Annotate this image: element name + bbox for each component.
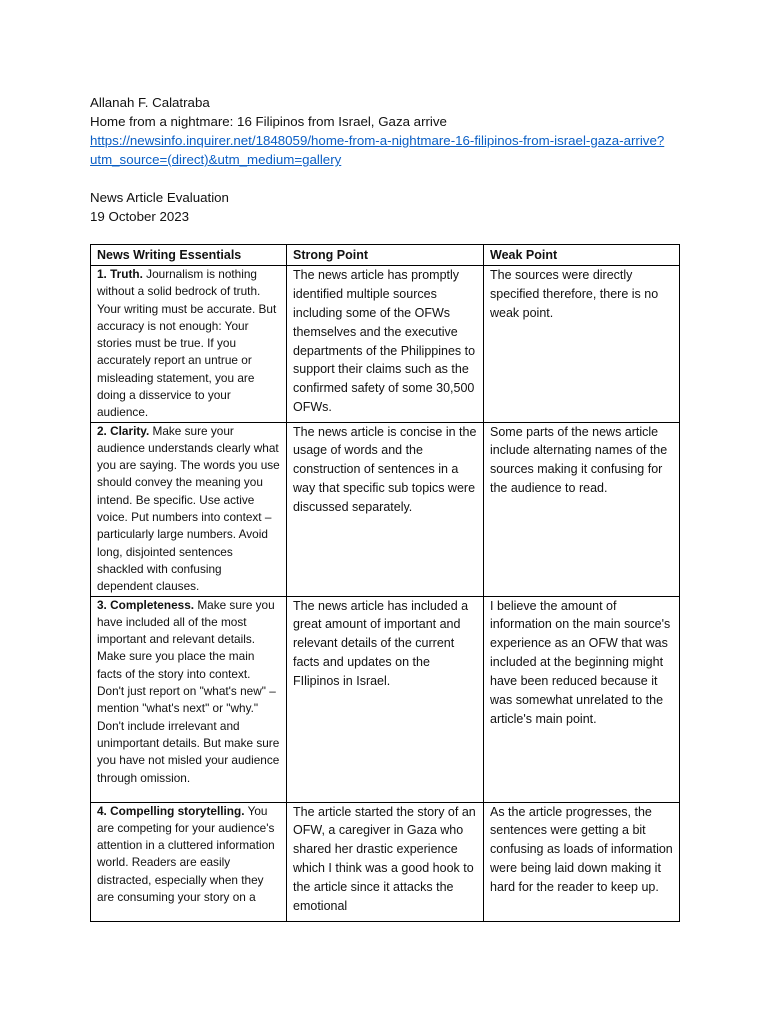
essential-cell <box>91 596 287 802</box>
essential-body: Journalism is nothing without a solid bedrock of truth. Your writing must be accurate. But accuracy is not enough: Your stories must be true. If you accurately report an untrue or misleading statement, you are doing a disservice to your audience. <box>97 266 277 420</box>
strong-point-cell: The news article has promptly identified multiple sources including some of the OFWs themselves and the executive departments of the Philippines to support their claims such as the confirmed safety of some 30,500 OFWs. <box>287 265 484 422</box>
table-row <box>91 422 680 596</box>
essential-cell <box>91 802 287 921</box>
essential-body: Make sure your audience understands clearly what you are saying. The words you use should convey the meaning you intend. Be specific. Use active voice. Put numbers into context – particularly large numbers. Avoid long, disjointed sentences shackled with confusing dependent clauses. <box>97 423 280 594</box>
strong-point-cell <box>287 802 484 921</box>
essential-cell <box>91 265 287 422</box>
strong-point-cell: The news article has included a great amount of important and relevant details of the current facts and updates on the FIlipinos in Israel. <box>287 596 484 802</box>
table-row <box>91 596 680 802</box>
column-header: Strong Point <box>287 245 484 266</box>
column-header: News Writing Essentials <box>91 245 287 266</box>
article-link[interactable]: https://newsinfo.inquirer.net/1848059/home-from-a-nightmare-16-filipinos-from-israel-gaza-arrive?utm_source=(direct)&utm_medium=gallery <box>90 133 665 167</box>
document-title: News Article Evaluation <box>90 190 229 205</box>
weak-point-cell: Some parts of the news article include alternating names of the sources making it confusing for the audience to read. <box>484 422 680 596</box>
essential-cell <box>91 422 287 596</box>
cell-clip <box>97 803 280 907</box>
essential-body: Make sure you have included all of the most important and relevant details. Make sure you place the main facts of the story into context. Don't just report on "what's new" – mention "what's next" or "why." Don't include irrelevant and unimportant details. But make sure you have not misled your audience through omission. <box>97 597 280 785</box>
weak-point-cell: The sources were directly specified therefore, there is no weak point. <box>484 265 680 422</box>
cell-clip: The article started the story of an OFW, a caregiver in Gaza who shared her drastic experience which I think was a good hook to the article since it attacks the emotional <box>293 804 476 914</box>
essential-title: 1. Truth. <box>97 266 143 281</box>
article-headline: Home from a nightmare: 16 Filipinos from Israel, Gaza arrive <box>90 114 447 129</box>
author-name: Allanah F. Calatraba <box>90 95 210 110</box>
table-row <box>91 802 680 921</box>
weak-point-cell <box>484 802 680 921</box>
essential-body: You are competing for your audience's attention in a cluttered information world. Readers are easily distracted, especially when they are consuming your story on a <box>97 803 275 905</box>
document-header <box>90 93 690 226</box>
spacer <box>90 169 690 188</box>
evaluation-table <box>90 244 680 922</box>
column-header: Weak Point <box>484 245 680 266</box>
weak-point-cell: I believe the amount of information on the main source's experience as an OFW that was included at the beginning might have been reduced because it was somewhat unrelated to the article's main point. <box>484 596 680 802</box>
table-header-row <box>91 245 680 266</box>
essential-title: 4. Compelling storytelling. <box>97 803 245 818</box>
essential-title: 3. Completeness. <box>97 597 195 612</box>
essential-title: 2. Clarity. <box>97 423 150 438</box>
cell-clip: As the article progresses, the sentences were getting a bit confusing as loads of information were being laid down making it hard for the reader to keep up. <box>490 804 673 895</box>
table-row <box>91 265 680 422</box>
document-date: 19 October 2023 <box>90 209 190 224</box>
strong-point-cell: The news article is concise in the usage of words and the construction of sentences in a way that specific sub topics were discussed separately. <box>287 422 484 596</box>
